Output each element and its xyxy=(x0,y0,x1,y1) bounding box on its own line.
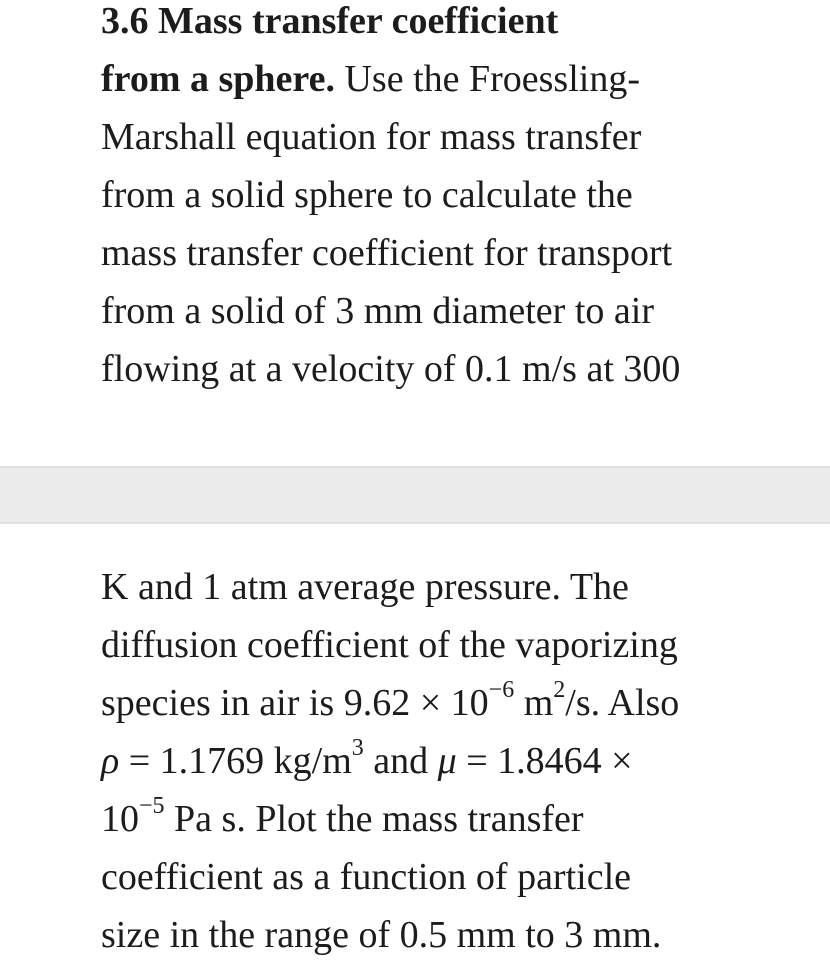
viscosity-exponent-line xyxy=(101,790,801,848)
text-segment: 10 xyxy=(101,798,139,840)
title-line-2 xyxy=(101,50,801,108)
body-text-line: coefficient as a function of particle xyxy=(101,856,631,898)
mu-symbol: μ xyxy=(437,740,457,782)
body-text-line: mass transfer coefficient for transport xyxy=(101,232,673,274)
density-viscosity-line xyxy=(101,732,801,790)
text-segment: Pa s. Plot the mass transfer xyxy=(164,798,584,840)
body-text-line: K and 1 atm average pressure. The xyxy=(101,566,629,608)
page-break-divider xyxy=(0,466,830,524)
problem-text-top xyxy=(101,0,801,398)
text-segment: = 1.8464 × xyxy=(456,740,633,782)
title-line xyxy=(101,0,801,50)
body-text-line: diffusion coefficient of the vaporizing xyxy=(101,624,678,666)
body-text-line: from a solid sphere to calculate the xyxy=(101,174,633,216)
body-text-line: size in the range of 0.5 mm to 3 mm. xyxy=(101,914,662,956)
body-text-line: flowing at a velocity of 0.1 m/s at 300 xyxy=(101,348,681,390)
text-segment: m xyxy=(514,682,554,724)
exponent: −5 xyxy=(139,793,165,820)
rho-symbol: ρ xyxy=(101,740,120,782)
exponent: −6 xyxy=(488,677,515,704)
body-text-line: Marshall equation for mass transfer xyxy=(101,116,642,158)
exponent: 2 xyxy=(553,677,566,704)
problem-subtitle: from a sphere. xyxy=(101,58,335,100)
problem-card-top xyxy=(0,0,830,466)
text-segment: /s. Also xyxy=(565,682,680,724)
body-text-line: Use the Froessling- xyxy=(334,58,640,100)
exponent: 3 xyxy=(351,735,364,762)
problem-title: 3.6 Mass transfer coefficient xyxy=(101,0,559,42)
text-segment: = 1.1769 kg/m xyxy=(119,740,352,782)
text-segment: species in air is 9.62 × 10 xyxy=(101,682,489,724)
problem-text-bottom xyxy=(101,558,801,960)
diffusion-coefficient-line xyxy=(101,674,801,732)
text-segment: and xyxy=(363,740,438,782)
problem-card-bottom xyxy=(0,524,830,960)
body-text-line: from a solid of 3 mm diameter to air xyxy=(101,290,654,332)
